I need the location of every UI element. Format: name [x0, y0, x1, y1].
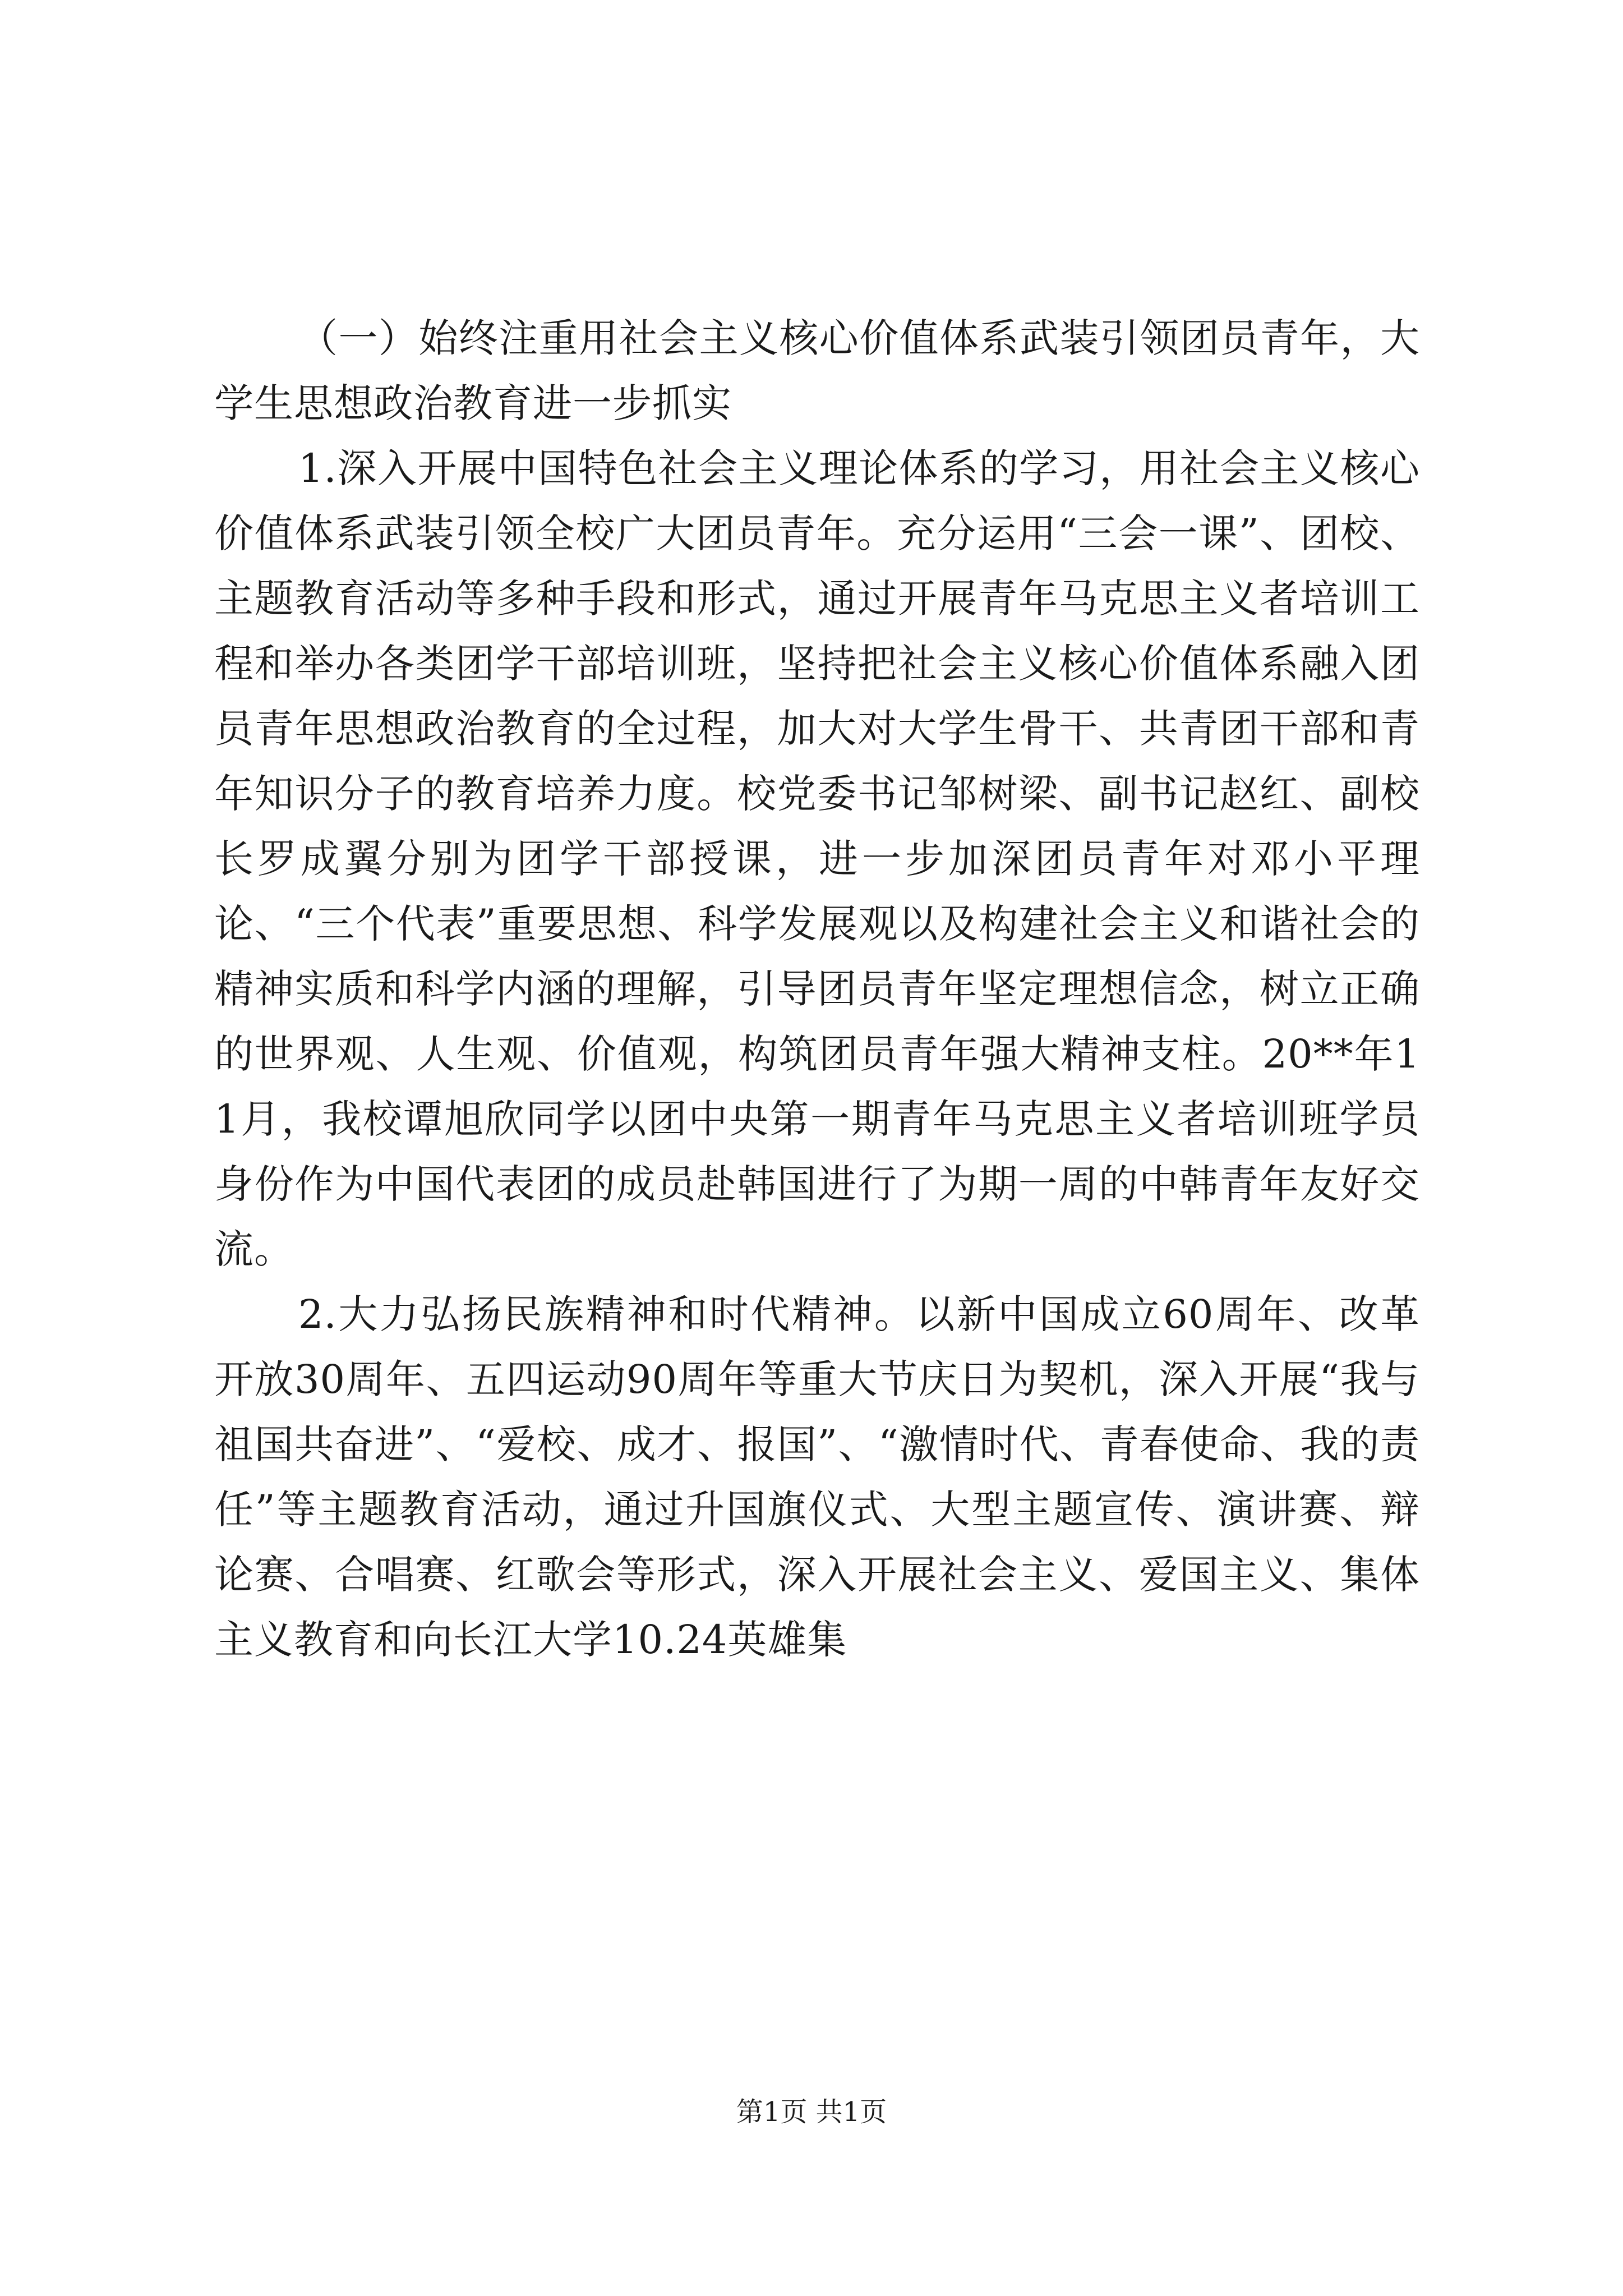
paragraph-2: 2.大力弘扬民族精神和时代精神。以新中国成立60周年、改革开放30周年、五四运动90周年等重大节庆日为契机，深入开展“我与祖国共奋进”、“爱校、成才、报国”、“激情时代、青春使命、我的责任”等主题教育活动，通过升国旗仪式、大型主题宣传、演讲赛、辩论赛、合唱赛、红歌会等形式，深入开展社会主义、爱国主义、集体主义教育和向长江大学10.24英雄集 [214, 1291, 1420, 1663]
paragraph-1: 1.深入开展中国特色社会主义理论体系的学习，用社会主义核心价值体系武装引领全校广大团员青年。充分运用“三会一课”、团校、主题教育活动等多种手段和形式，通过开展青年马克思主义者培训工程和举办各类团学干部培训班，坚持把社会主义核心价值体系融入团员青年思想政治教育的全过程，加大对大学生骨干、共青团干部和青年知识分子的教育培养力度。校党委书记邹树梁、副书记赵红、副校长罗成翼分别为团学干部授课，进一步加深团员青年对邓小平理论、“三个代表”重要思想、科学发展观以及构建社会主义和谐社会的精神实质和科学内涵的理解，引导团员青年坚定理想信念，树立正确的世界观、人生观、价值观，构筑团员青年强大精神支柱。20**年11月，我校谭旭欣同学以团中央第一期青年马克思主义者培训班学员身份作为中国代表团的成员赴韩国进行了为期一周的中韩青年友好交流。 [214, 445, 1420, 1272]
section-heading: （一）始终注重用社会主义核心价值体系武装引领团员青年，大学生思想政治教育进一步抓实 [214, 315, 1420, 426]
document-body [214, 306, 1420, 1672]
page-footer: 第1页 共1页 [736, 2096, 887, 2128]
